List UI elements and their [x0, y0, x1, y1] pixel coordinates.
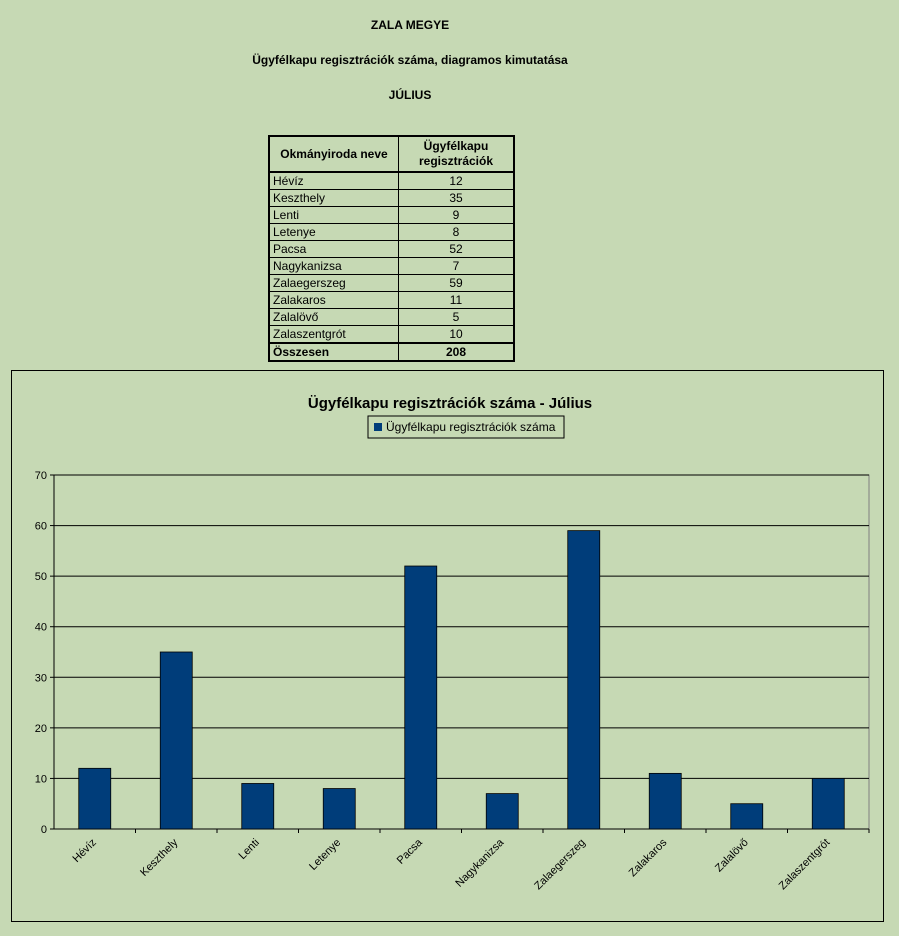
table-row [269, 224, 514, 241]
office-name-cell: Zalaszentgrót [269, 326, 399, 344]
x-category-label: Zalaszentgrót [776, 836, 833, 893]
office-name-cell: Lenti [269, 207, 399, 224]
table-row [269, 326, 514, 344]
x-category-label: Zalakaros [626, 836, 670, 880]
office-name-cell: Hévíz [269, 172, 399, 190]
office-name-cell: Pacsa [269, 241, 399, 258]
registrations-table [268, 135, 515, 362]
registrations-cell: 9 [399, 207, 515, 224]
x-category-label: Pacsa [394, 836, 425, 867]
office-name-cell: Nagykanizsa [269, 258, 399, 275]
y-tick-label: 40 [34, 621, 47, 634]
bar-0 [79, 768, 111, 829]
x-category-label: Lenti [236, 836, 262, 862]
total-row [269, 343, 514, 361]
y-tick-label: 70 [34, 470, 47, 482]
table-header-row [269, 136, 514, 172]
x-category-label: Keszthely [138, 836, 181, 879]
total-value-cell: 208 [399, 343, 515, 361]
registrations-cell: 5 [399, 309, 515, 326]
registrations-cell: 52 [399, 241, 515, 258]
x-category-label: Letenye [307, 836, 344, 873]
bar-5 [486, 794, 518, 829]
legend-label: Ügyfélkapu regisztrációk száma [386, 420, 556, 434]
office-name-cell: Letenye [269, 224, 399, 241]
bar-1 [160, 652, 192, 829]
col-registrations-header [399, 136, 515, 172]
table-row [269, 275, 514, 292]
bar-7 [649, 773, 681, 829]
x-category-label: Zalaegerszeg [532, 836, 588, 893]
legend-swatch [374, 423, 382, 431]
col-office-header: Okmányiroda neve [269, 136, 399, 172]
x-category-label: Zalalövő [712, 836, 751, 875]
col-registrations-header-line1: Ügyfélkapu [423, 139, 489, 153]
col-registrations-header-line2: regisztrációk [418, 154, 494, 168]
y-tick-label: 20 [34, 722, 47, 735]
x-category-label: Hévíz [70, 836, 99, 866]
registrations-cell: 12 [399, 172, 515, 190]
office-name-cell: Zalakaros [269, 292, 399, 309]
bar-chart [12, 371, 883, 921]
registrations-cell: 8 [399, 224, 515, 241]
bar-9 [812, 778, 844, 829]
y-tick-label: 60 [34, 520, 47, 533]
bar-3 [323, 789, 355, 829]
registrations-cell: 59 [399, 275, 515, 292]
y-tick-label: 30 [34, 672, 47, 685]
table-row [269, 190, 514, 207]
table-row [269, 172, 514, 190]
chart-area [11, 370, 884, 922]
table-row [269, 241, 514, 258]
registrations-cell: 7 [399, 258, 515, 275]
registrations-cell: 10 [399, 326, 515, 344]
table-row [269, 258, 514, 275]
y-tick-label: 50 [34, 571, 47, 584]
table-row [269, 292, 514, 309]
registrations-cell: 11 [399, 292, 515, 309]
bar-4 [405, 566, 437, 829]
table-row [269, 207, 514, 224]
chart-title: Ügyfélkapu regisztrációk száma - Július [307, 395, 593, 412]
total-label-cell: Összesen [269, 343, 399, 361]
bar-6 [568, 531, 600, 829]
county-title: ZALA MEGYE [370, 18, 450, 32]
registrations-cell: 35 [399, 190, 515, 207]
x-category-label: Nagykanizsa [453, 836, 507, 890]
table-row [269, 309, 514, 326]
y-tick-label: 0 [40, 824, 47, 836]
bar-8 [731, 804, 763, 829]
bar-2 [242, 783, 274, 829]
office-name-cell: Keszthely [269, 190, 399, 207]
report-subtitle: Ügyfélkapu regisztrációk száma, diagramos kimutatása [252, 53, 568, 67]
office-name-cell: Zalaegerszeg [269, 275, 399, 292]
office-name-cell: Zalalövő [269, 309, 399, 326]
month-title: JÚLIUS [388, 88, 432, 102]
y-tick-label: 10 [34, 773, 47, 786]
